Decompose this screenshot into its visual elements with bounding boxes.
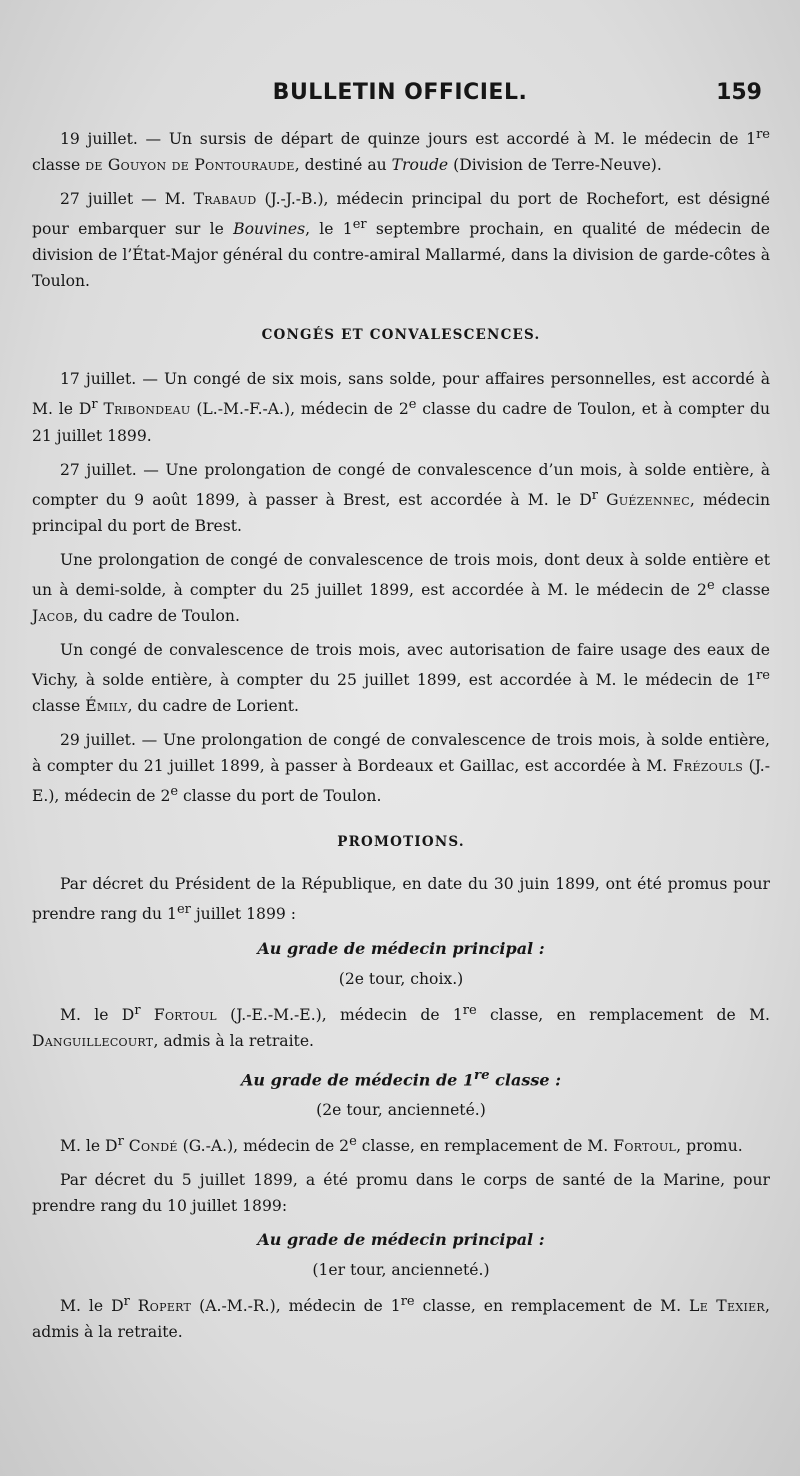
text-run: M. le D	[60, 1297, 124, 1316]
person-name: Jacob	[32, 606, 74, 625]
person-name: Le Texier	[689, 1297, 766, 1316]
text-run	[130, 1297, 138, 1315]
person-name: Fortoul	[613, 1137, 677, 1156]
text-run: classe	[32, 697, 86, 716]
text-run: , promu.	[676, 1137, 743, 1156]
person-name: de Gouyon de Pontouraude	[85, 156, 295, 175]
text-run: classe :	[489, 1070, 561, 1090]
text-run: classe	[714, 580, 770, 599]
superscript: e	[408, 397, 417, 413]
grade-heading: Au grade de médecin principal :	[257, 938, 545, 958]
decree-paragraph	[32, 871, 770, 927]
person-name: Trabaud	[193, 190, 257, 209]
superscript: er	[176, 902, 191, 918]
text-run: classe	[32, 156, 86, 175]
text-run: (Division de Terre-Neuve).	[448, 156, 662, 175]
text-run: Au grade de médecin de 1	[241, 1070, 475, 1090]
text-run: classe du port de Toulon.	[178, 787, 382, 806]
superscript: e	[349, 1134, 357, 1150]
text-run: — Une prolongation de congé de convalescence de trois mois, à solde entière, à compter du 21 juillet 1899, à passer à Bordeaux et Gaillac, est accordée à M.	[32, 731, 770, 776]
text-run: , le 1	[305, 220, 353, 239]
person-name: Ropert	[137, 1297, 192, 1316]
text-run: , admis à la retraite.	[153, 1031, 315, 1050]
ship-name: Troude	[391, 156, 449, 175]
text-run: M. le D	[60, 1137, 118, 1156]
rank-note: (2e tour, ancienneté.)	[316, 1101, 486, 1120]
entry-date: 27 juillet	[60, 190, 134, 209]
entry-date: 29 juillet.	[60, 731, 136, 750]
entry-date: 17 juillet.	[60, 370, 137, 389]
running-header	[38, 80, 762, 110]
text-run: , destiné au	[294, 156, 392, 175]
text-run: — M.	[133, 190, 194, 209]
rank-note: (2e tour, choix.)	[338, 969, 464, 988]
text-run: — Un sursis de départ de quinze jours est accordé à M. le médecin de 1	[137, 130, 757, 149]
superscript: r	[134, 1002, 141, 1018]
journal-title: BULLETIN OFFICIEL.	[272, 80, 528, 105]
text-run: — Une prolongation de congé de convalescence d’un mois, à solde entière, à compter du 9 août 1899, à passer à Brest, est accordée à M. le D	[32, 460, 770, 509]
entry-paragraph	[32, 727, 770, 809]
text-run: , médecin principal du port de Brest.	[32, 490, 770, 535]
entry-paragraph	[32, 547, 770, 629]
text-run: Un congé de convalescence de trois mois, avec autorisation de faire usage des eaux de Vichy, à solde entière, à compter du 25 juillet 1899, est accordée à M. le médecin de 1	[32, 640, 770, 690]
text-run: Par décret du Président de la République, en date du 30 juin 1899, ont été promus pour prendre rang du 1	[32, 875, 770, 924]
person-name: Fortoul	[153, 1005, 217, 1024]
page-number: 159	[716, 80, 762, 105]
section-heading-conges: CONGÉS ET CONVALESCENCES.	[261, 327, 541, 344]
promotion-paragraph	[32, 998, 770, 1054]
text-run: — Un congé de six mois, sans solde, pour affaires personnelles, est accordé à M. le D	[32, 370, 770, 419]
text-run: juillet 1899 :	[190, 905, 297, 924]
text-run: (G.-A.), médecin de 2	[177, 1137, 350, 1156]
entry-date: 27 juillet.	[60, 460, 137, 479]
superscript: r	[123, 1294, 130, 1310]
text-run: (A.-M.-R.), médecin de 1	[191, 1297, 401, 1316]
page-body	[32, 122, 770, 1353]
text-run: , admis à la retraite.	[32, 1297, 770, 1342]
text-run	[598, 491, 606, 509]
text-run	[141, 1006, 154, 1024]
text-run: M. le D	[60, 1005, 135, 1024]
person-name: Tribondeau	[103, 400, 191, 419]
promotion-paragraph	[32, 1289, 770, 1345]
superscript: re	[756, 127, 770, 142]
text-run: Par décret du 5 juillet 1899, a été promu dans le corps de santé de la Marine, pour prendre rang du 10 juillet 1899:	[32, 1171, 770, 1216]
section-heading-promotions: PROMOTIONS.	[337, 834, 465, 851]
rank-note: (1er tour, ancienneté.)	[312, 1261, 490, 1280]
superscript: er	[352, 217, 367, 233]
text-run: septembre prochain, en qualité de médecin de division de l’État-Major général du contre-amiral Mallarmé, dans la division de garde-côtes à Toulon.	[32, 220, 770, 291]
superscript: r	[591, 487, 598, 503]
superscript: re	[400, 1294, 415, 1310]
person-name: Danguillecourt	[32, 1031, 154, 1050]
superscript: re	[474, 1066, 490, 1083]
person-name: Guézennec	[606, 490, 690, 509]
text-run: , du cadre de Lorient.	[127, 697, 299, 716]
superscript: r	[91, 397, 98, 413]
text-run: classe, en remplacement de M.	[476, 1005, 770, 1024]
ship-name: Bouvines	[233, 220, 306, 239]
text-run: (J.-J.-B.), médecin principal du port de Rochefort, est désigné pour embarquer sur le	[32, 190, 771, 239]
text-run: (L.-M.-F.-A.), médecin de 2	[190, 400, 409, 419]
text-run: (J.-E.), médecin de 2	[32, 757, 770, 806]
grade-heading	[32, 1062, 770, 1093]
text-run: Une prolongation de congé de convalescence de trois mois, dont deux à solde entière et un à demi-solde, à compter du 25 juillet 1899, est accordée à M. le médecin de 2	[32, 550, 770, 599]
text-run: (J.-E.-M.-E.), médecin de 1	[216, 1005, 463, 1024]
entry-paragraph	[32, 457, 770, 539]
text-run: , du cadre de Toulon.	[73, 606, 240, 625]
entry-paragraph	[32, 186, 770, 294]
superscript: r	[117, 1134, 124, 1150]
text-run: classe, en remplacement de M.	[414, 1297, 690, 1316]
grade-heading: Au grade de médecin principal :	[257, 1230, 545, 1250]
entry-paragraph	[32, 122, 770, 178]
entry-paragraph	[32, 637, 770, 719]
superscript: re	[756, 667, 770, 683]
superscript: e	[706, 577, 715, 593]
entry-paragraph	[32, 366, 770, 448]
person-name: Émily	[85, 697, 128, 716]
superscript: e	[170, 784, 179, 800]
superscript: re	[462, 1002, 477, 1018]
person-name: Condé	[128, 1137, 178, 1156]
entry-date: 19 juillet.	[60, 130, 138, 149]
decree-paragraph	[32, 1167, 770, 1219]
promotion-paragraph	[32, 1129, 770, 1159]
text-run: classe, en remplacement de M.	[356, 1137, 614, 1156]
text-run: classe du cadre de Toulon, et à compter du 21 juillet 1899.	[32, 400, 770, 445]
person-name: Frézouls	[672, 757, 744, 776]
